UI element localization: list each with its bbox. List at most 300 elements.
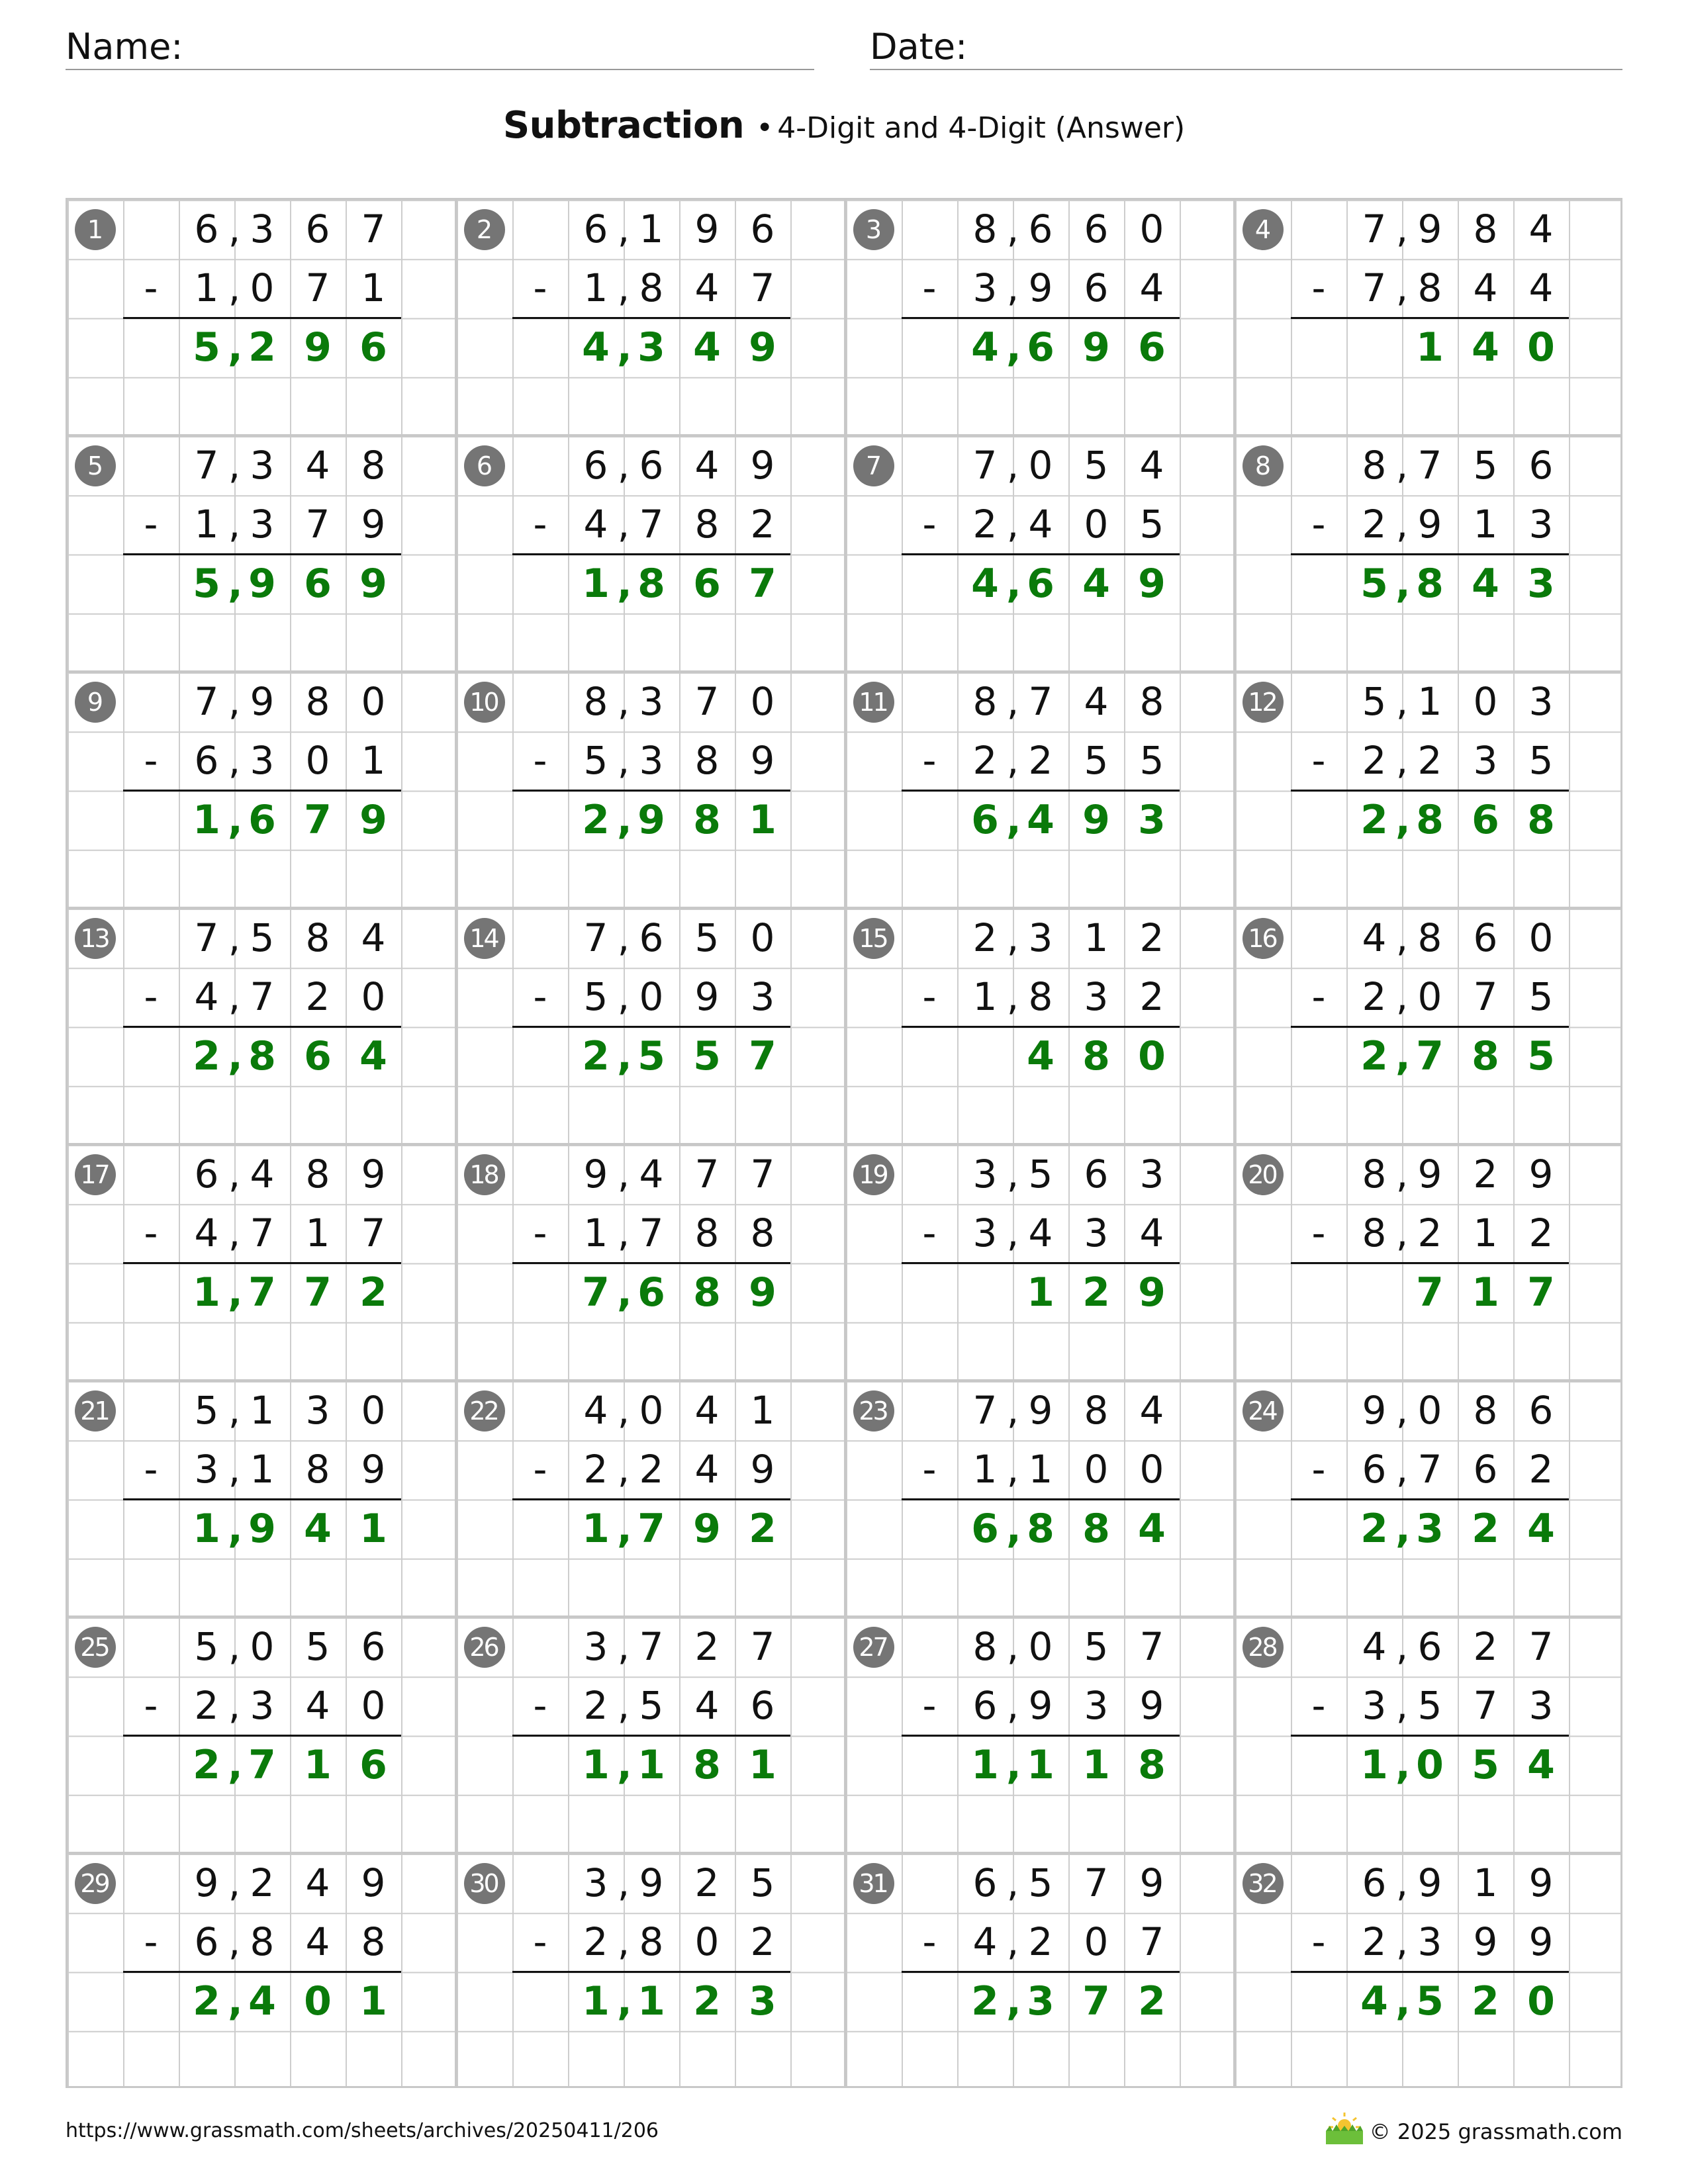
problem-2 — [457, 200, 846, 436]
subtrahend-digit: 4 — [194, 974, 219, 1020]
subtrahend — [179, 495, 401, 554]
answer-digit: 8 — [1082, 1505, 1110, 1552]
problem-number-badge: 23 — [853, 1390, 894, 1432]
minuend-digit: 8 — [1139, 679, 1164, 724]
thousands-comma: , — [617, 206, 630, 251]
problem-number-badge: 31 — [853, 1863, 894, 1904]
problem-number-badge: 26 — [464, 1627, 505, 1668]
minus-sign: - — [144, 502, 158, 547]
thousands-comma: , — [228, 1152, 241, 1197]
thousands-comma: , — [617, 1978, 632, 2025]
subtrahend-digit: 1 — [1028, 1447, 1053, 1492]
minuend-digit: 6 — [639, 443, 664, 488]
minuend-digit: 1 — [639, 206, 664, 251]
thousands-comma: , — [228, 679, 241, 724]
subtrahend-digit: 4 — [1139, 265, 1164, 311]
minuend-digit: 6 — [1528, 1388, 1554, 1433]
minuend-digit: 4 — [1139, 443, 1164, 488]
thousands-comma: , — [1395, 502, 1409, 547]
thousands-comma: , — [1006, 1505, 1021, 1552]
subtrahend — [1346, 1440, 1569, 1499]
minuend-digit: 7 — [1528, 1624, 1554, 1669]
answer-digit: 5 — [637, 1032, 665, 1079]
subtrahend-digit: 1 — [583, 265, 608, 311]
subtrahend-digit: 2 — [1028, 1919, 1053, 1965]
thousands-comma: , — [1006, 1860, 1019, 1905]
answer-digit: 2 — [582, 1032, 610, 1079]
minuend-digit: 6 — [194, 206, 219, 251]
answer — [1346, 1972, 1569, 2031]
subtrahend-digit: 1 — [305, 1210, 330, 1256]
subtrahend — [179, 731, 401, 790]
answer-digit: 6 — [304, 560, 332, 607]
thousands-comma: , — [617, 679, 630, 724]
thousands-comma: , — [228, 1860, 241, 1905]
thousands-comma: , — [228, 796, 243, 843]
subtrahend-digit: 8 — [1362, 1210, 1387, 1256]
subtrahend-digit: 0 — [1084, 1447, 1109, 1492]
thousands-comma: , — [617, 1032, 632, 1079]
thousands-comma: , — [617, 443, 630, 488]
subtrahend-digit: 1 — [972, 1447, 998, 1492]
minuend-digit: 6 — [1084, 206, 1109, 251]
thousands-comma: , — [1006, 1683, 1019, 1729]
subtrahend-digit: 0 — [1084, 1919, 1109, 1965]
minus-sign: - — [922, 502, 937, 547]
minus-sign: - — [1311, 1210, 1326, 1256]
problem-number-badge: 17 — [75, 1154, 116, 1195]
subtrahend-digit: 4 — [1473, 265, 1498, 311]
minuend-digit: 8 — [972, 1624, 998, 1669]
subtrahend-digit: 5 — [1139, 738, 1164, 784]
minuend — [179, 909, 401, 968]
answer-digit: 6 — [971, 796, 999, 843]
answer-digit: 2 — [1082, 1269, 1110, 1316]
subtrahend-digit: 1 — [972, 974, 998, 1020]
answer-digit: 3 — [1416, 1505, 1444, 1552]
subtrahend-digit: 9 — [1028, 265, 1053, 311]
subtrahend-digit: 4 — [694, 1683, 720, 1729]
answer-digit: 2 — [693, 1978, 721, 2025]
subtrahend-digit: 7 — [1473, 974, 1498, 1020]
minuend-digit: 6 — [583, 206, 608, 251]
answer-digit: 7 — [1082, 1978, 1110, 2025]
subtrahend — [1346, 1204, 1569, 1263]
thousands-comma: , — [1395, 915, 1409, 960]
minuend-digit: 5 — [1028, 1152, 1053, 1197]
thousands-comma: , — [1395, 738, 1409, 784]
thousands-comma: , — [1006, 1624, 1019, 1669]
answer-digit: 6 — [1027, 560, 1055, 607]
subtrahend-digit: 7 — [1139, 1919, 1164, 1965]
answer-digit: 3 — [637, 324, 665, 371]
subtrahend-digit: 3 — [1084, 974, 1109, 1020]
subtrahend-digit: 0 — [1084, 502, 1109, 547]
answer — [179, 1500, 401, 1559]
subtrahend-digit: 0 — [639, 974, 664, 1020]
subtrahend-digit: 7 — [1473, 1683, 1498, 1729]
answer-digit: 1 — [304, 1741, 332, 1788]
minuend-digit: 4 — [305, 443, 330, 488]
minuend-digit: 6 — [583, 443, 608, 488]
subtrahend-digit: 7 — [750, 265, 775, 311]
answer-digit: 3 — [749, 1978, 776, 2025]
answer-digit: 8 — [693, 1741, 721, 1788]
thousands-comma: , — [1395, 1388, 1409, 1433]
minus-sign: - — [922, 1210, 937, 1256]
thousands-comma: , — [1395, 1683, 1409, 1729]
minus-sign: - — [922, 1447, 937, 1492]
answer-digit: 2 — [1138, 1978, 1166, 2025]
minuend-digit: 2 — [694, 1860, 720, 1905]
minuend-digit: 0 — [750, 679, 775, 724]
thousands-comma: , — [617, 502, 630, 547]
problem-number-badge: 11 — [853, 682, 894, 723]
minuend-digit: 0 — [1473, 679, 1498, 724]
answer-digit: 8 — [1138, 1741, 1166, 1788]
thousands-comma: , — [1395, 1860, 1409, 1905]
answer-digit: 7 — [248, 1269, 276, 1316]
name-field[interactable] — [66, 24, 814, 70]
minuend — [1346, 200, 1569, 259]
subtrahend-digit: 2 — [1362, 1919, 1387, 1965]
minus-sign: - — [144, 1210, 158, 1256]
problem-number-badge: 21 — [75, 1390, 116, 1432]
minuend-digit: 5 — [305, 1624, 330, 1669]
minuend-digit: 5 — [1084, 1624, 1109, 1669]
problem-number-badge: 9 — [75, 682, 116, 723]
subtrahend-digit: 2 — [750, 1919, 775, 1965]
problem-18 — [457, 1145, 846, 1381]
problem-29 — [68, 1854, 457, 2090]
subtrahend-digit: 4 — [1028, 502, 1053, 547]
minus-sign: - — [533, 1210, 547, 1256]
answer-digit: 6 — [971, 1505, 999, 1552]
answer-digit: 8 — [1082, 1032, 1110, 1079]
minuend-digit: 0 — [1028, 1624, 1053, 1669]
minus-sign: - — [144, 1683, 158, 1729]
problem-number-badge: 14 — [464, 918, 505, 959]
subtrahend — [1346, 259, 1569, 318]
problem-number-badge: 12 — [1243, 682, 1284, 723]
answer-digit: 9 — [248, 1505, 276, 1552]
subtrahend-digit: 4 — [305, 1919, 330, 1965]
minuend-digit: 3 — [1028, 915, 1053, 960]
subtrahend-digit: 2 — [1362, 974, 1387, 1020]
thousands-comma: , — [228, 915, 241, 960]
thousands-comma: , — [228, 1741, 243, 1788]
minuend-digit: 8 — [1473, 1388, 1498, 1433]
minuend-digit: 7 — [750, 1152, 775, 1197]
subtrahend-digit: 6 — [194, 738, 219, 784]
minuend-digit: 9 — [1362, 1388, 1387, 1433]
answer-digit: 8 — [1416, 796, 1444, 843]
subtrahend-digit: 4 — [1028, 1210, 1053, 1256]
thousands-comma: , — [1395, 1978, 1411, 2025]
minuend-digit: 8 — [305, 915, 330, 960]
minuend-digit: 6 — [1084, 1152, 1109, 1197]
minus-sign: - — [144, 738, 158, 784]
thousands-comma: , — [1006, 502, 1019, 547]
subtrahend — [1346, 1913, 1569, 1972]
minuend — [179, 1145, 401, 1204]
thousands-comma: , — [1395, 1447, 1409, 1492]
subtrahend-digit: 7 — [305, 265, 330, 311]
problem-number-badge: 27 — [853, 1627, 894, 1668]
answer-digit: 0 — [1527, 1978, 1555, 2025]
thousands-comma: , — [1006, 1152, 1019, 1197]
subtrahend-digit: 7 — [361, 1210, 386, 1256]
subtrahend-digit: 4 — [1139, 1210, 1164, 1256]
answer-digit: 1 — [193, 1505, 220, 1552]
subtrahend-digit: 2 — [972, 738, 998, 784]
minuend-digit: 0 — [1528, 915, 1554, 960]
subtrahend-digit: 9 — [1528, 1919, 1554, 1965]
answer-digit: 6 — [1027, 324, 1055, 371]
minuend-digit: 8 — [583, 679, 608, 724]
minuend-digit: 7 — [972, 443, 998, 488]
problem-24 — [1235, 1381, 1624, 1617]
subtrahend-digit: 2 — [1417, 738, 1442, 784]
problem-21 — [68, 1381, 457, 1617]
minuend-digit: 7 — [972, 1388, 998, 1433]
thousands-comma: , — [1006, 1919, 1019, 1965]
answer-digit: 7 — [248, 1741, 276, 1788]
problem-number-badge: 8 — [1243, 445, 1284, 486]
subtrahend-digit: 7 — [1417, 1447, 1442, 1492]
answer-digit: 4 — [1527, 1741, 1555, 1788]
minuend-digit: 5 — [1473, 443, 1498, 488]
minuend-digit: 9 — [639, 1860, 664, 1905]
problem-number-badge: 5 — [75, 445, 116, 486]
answer-digit: 6 — [1138, 324, 1166, 371]
subtrahend-digit: 8 — [694, 1210, 720, 1256]
minuend-digit: 8 — [1084, 1388, 1109, 1433]
minuend-digit: 5 — [194, 1388, 219, 1433]
thousands-comma: , — [617, 738, 630, 784]
problem-26 — [457, 1617, 846, 1854]
minuend-digit: 9 — [1417, 1860, 1442, 1905]
thousands-comma: , — [617, 796, 632, 843]
answer — [179, 1263, 401, 1322]
subtrahend-digit: 8 — [250, 1919, 275, 1965]
answer — [957, 1500, 1180, 1559]
answer-digit: 8 — [1027, 1505, 1055, 1552]
problem-number-badge: 18 — [464, 1154, 505, 1195]
answer-digit: 7 — [637, 1505, 665, 1552]
answer-digit: 4 — [971, 560, 999, 607]
minuend-digit: 7 — [361, 206, 386, 251]
thousands-comma: , — [1006, 1447, 1019, 1492]
subtrahend-digit: 7 — [639, 502, 664, 547]
subtrahend — [179, 259, 401, 318]
answer-digit: 1 — [359, 1978, 387, 2025]
minuend-digit: 4 — [1362, 1624, 1387, 1669]
answer-digit: 1 — [1472, 1269, 1499, 1316]
thousands-comma: , — [617, 1860, 630, 1905]
answer-digit: 9 — [248, 560, 276, 607]
subtrahend-digit: 6 — [1362, 1447, 1387, 1492]
minuend-digit: 3 — [1139, 1152, 1164, 1197]
answer-digit: 2 — [1360, 1505, 1388, 1552]
thousands-comma: , — [1006, 738, 1019, 784]
answer-digit: 1 — [971, 1741, 999, 1788]
minuend-digit: 6 — [194, 1152, 219, 1197]
answer-digit: 7 — [304, 796, 332, 843]
subtrahend-digit: 2 — [1362, 738, 1387, 784]
answer-digit: 1 — [637, 1741, 665, 1788]
problem-number-badge: 19 — [853, 1154, 894, 1195]
problem-8 — [1235, 436, 1624, 672]
subtrahend — [179, 1204, 401, 1263]
answer-digit: 0 — [1527, 324, 1555, 371]
subtrahend-digit: 8 — [361, 1919, 386, 1965]
problem-9 — [68, 672, 457, 909]
minus-sign: - — [1311, 1683, 1326, 1729]
subtrahend-digit: 1 — [250, 1447, 275, 1492]
thousands-comma: , — [1395, 560, 1411, 607]
problem-11 — [846, 672, 1235, 909]
minuend-digit: 5 — [1084, 443, 1109, 488]
title-subtitle: 4-Digit and 4-Digit (Answer) — [777, 111, 1186, 145]
minuend-digit: 3 — [972, 1152, 998, 1197]
subtrahend-digit: 9 — [750, 738, 775, 784]
thousands-comma: , — [1006, 1388, 1019, 1433]
minuend-digit: 6 — [1028, 206, 1053, 251]
subtrahend-digit: 9 — [694, 974, 720, 1020]
thousands-comma: , — [1395, 206, 1409, 251]
thousands-comma: , — [617, 915, 630, 960]
answer-digit: 4 — [971, 324, 999, 371]
minuend-digit: 1 — [1473, 1860, 1498, 1905]
thousands-comma: , — [228, 1447, 241, 1492]
thousands-comma: , — [228, 1210, 241, 1256]
answer-digit: 1 — [193, 796, 220, 843]
problem-31 — [846, 1854, 1235, 2090]
answer-digit: 9 — [359, 560, 387, 607]
thousands-comma: , — [1395, 974, 1409, 1020]
subtrahend-digit: 1 — [194, 502, 219, 547]
minuend-digit: 5 — [750, 1860, 775, 1905]
minuend-digit: 4 — [1528, 206, 1554, 251]
minuend — [568, 909, 790, 968]
problem-16 — [1235, 909, 1624, 1145]
minus-sign: - — [1311, 1919, 1326, 1965]
worksheet-title — [0, 104, 1688, 147]
minus-sign: - — [533, 974, 547, 1020]
answer-digit: 5 — [1416, 1978, 1444, 2025]
subtrahend-digit: 2 — [305, 974, 330, 1020]
minus-sign: - — [922, 738, 937, 784]
minuend-digit: 8 — [972, 206, 998, 251]
minuend-digit: 2 — [250, 1860, 275, 1905]
problem-number-badge: 32 — [1243, 1863, 1284, 1904]
answer-digit: 8 — [637, 560, 665, 607]
problem-19 — [846, 1145, 1235, 1381]
minuend — [1346, 1617, 1569, 1676]
subtrahend-digit: 7 — [305, 502, 330, 547]
subtrahend — [179, 1440, 401, 1499]
thousands-comma: , — [617, 1919, 630, 1965]
answer-digit: 2 — [749, 1505, 776, 1552]
problem-number-badge: 16 — [1243, 918, 1284, 959]
minuend-digit: 0 — [1139, 206, 1164, 251]
answer-digit: 2 — [193, 1741, 220, 1788]
subtrahend — [1346, 495, 1569, 554]
minuend-digit: 6 — [305, 206, 330, 251]
minuend-digit: 1 — [1417, 679, 1442, 724]
answer — [957, 1263, 1180, 1322]
answer — [957, 791, 1180, 850]
answer-digit: 5 — [1472, 1741, 1499, 1788]
answer-digit: 6 — [359, 324, 387, 371]
subtrahend-digit: 9 — [361, 502, 386, 547]
minuend-digit: 0 — [361, 1388, 386, 1433]
minuend — [957, 1854, 1180, 1913]
problem-22 — [457, 1381, 846, 1617]
subtrahend-digit: 3 — [250, 1683, 275, 1729]
answer-digit: 2 — [1472, 1505, 1499, 1552]
subtrahend-digit: 5 — [1139, 502, 1164, 547]
answer — [957, 318, 1180, 377]
minuend-digit: 7 — [1417, 443, 1442, 488]
subtrahend-digit: 7 — [639, 1210, 664, 1256]
minus-sign: - — [533, 1447, 547, 1492]
subtrahend — [1346, 731, 1569, 790]
subtrahend — [957, 259, 1180, 318]
minuend-digit: 7 — [694, 679, 720, 724]
minuend — [1346, 1381, 1569, 1440]
minuend-digit: 0 — [361, 679, 386, 724]
minuend — [179, 1854, 401, 1913]
subtrahend-digit: 7 — [250, 974, 275, 1020]
minuend-digit: 4 — [694, 443, 720, 488]
thousands-comma: , — [228, 324, 243, 371]
answer-digit: 3 — [1138, 796, 1166, 843]
subtrahend-digit: 1 — [1473, 502, 1498, 547]
subtrahend-digit: 3 — [750, 974, 775, 1020]
subtrahend-digit: 3 — [1528, 1683, 1554, 1729]
subtrahend-digit: 3 — [972, 1210, 998, 1256]
thousands-comma: , — [617, 1388, 630, 1433]
minuend-digit: 3 — [250, 206, 275, 251]
minuend-digit: 1 — [250, 1388, 275, 1433]
minuend — [568, 1381, 790, 1440]
subtrahend-digit: 5 — [1084, 738, 1109, 784]
thousands-comma: , — [617, 1269, 632, 1316]
footer-url[interactable]: https://www.grassmath.com/sheets/archives/20250411/206 — [66, 2119, 659, 2142]
answer-digit: 5 — [1527, 1032, 1555, 1079]
subtrahend — [568, 1913, 790, 1972]
minuend-digit: 2 — [1139, 915, 1164, 960]
subtrahend-digit: 6 — [1473, 1447, 1498, 1492]
minuend-digit: 4 — [250, 1152, 275, 1197]
problem-27 — [846, 1617, 1235, 1854]
answer-digit: 3 — [1027, 1978, 1055, 2025]
subtrahend-digit: 8 — [694, 502, 720, 547]
problem-5 — [68, 436, 457, 672]
minuend-digit: 9 — [1528, 1860, 1554, 1905]
thousands-comma: , — [1395, 1741, 1411, 1788]
subtrahend-digit: 5 — [1417, 1683, 1442, 1729]
subtrahend-digit: 3 — [1084, 1683, 1109, 1729]
minuend-digit: 2 — [972, 915, 998, 960]
answer-digit: 2 — [1472, 1978, 1499, 2025]
date-field[interactable] — [870, 24, 1622, 70]
subtrahend-digit: 4 — [583, 502, 608, 547]
minuend-digit: 8 — [305, 679, 330, 724]
minuend-digit: 9 — [750, 443, 775, 488]
